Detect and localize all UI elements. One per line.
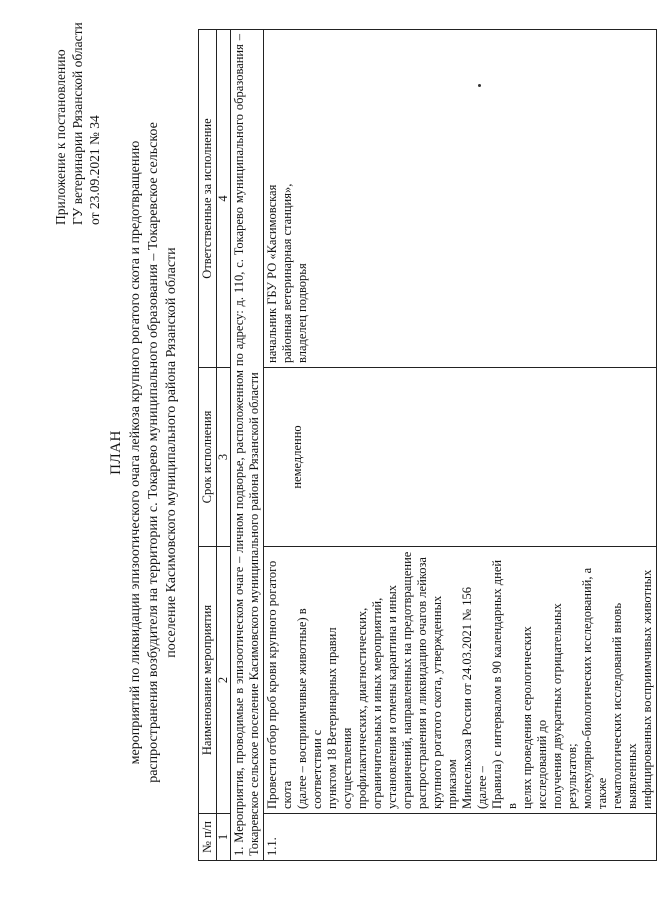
section-heading: 1. Мероприятия, проводимые в эпизоотическом очаге – личном подворье, расположенном по адресу: д. 110, с. Токарево муниципального образования – Токаревское сельское поселение Касимовского муниципального района Рязанской области xyxy=(231,30,264,861)
activity-line: Правила) с интервалом в 90 календарных дней в xyxy=(490,559,519,809)
activity-line: целях проведения серологических исследований до xyxy=(520,626,549,809)
activity-line: пунктом 18 Ветеринарных правил осуществления xyxy=(325,627,354,809)
plan-subtitle-line-3: поселение Касимовского муниципального района Рязанской области xyxy=(164,247,179,658)
responsible-line: районная ветеринарная станция», xyxy=(280,183,294,363)
activity-line: молекулярно-биологических исследований, а также xyxy=(580,567,609,809)
row-number: 1.1. xyxy=(264,814,657,861)
activity-line: распространения и ликвидацию очагов лейкоза xyxy=(415,557,429,809)
row-activity xyxy=(264,547,657,814)
plan-table xyxy=(198,29,657,861)
activity-line: ограничительных и иных мероприятий, xyxy=(370,597,384,809)
activity-line: инфицированных восприимчивых животных xyxy=(640,569,654,809)
activity-line: (далее – восприимчивые животные) в соответствии с xyxy=(295,608,324,809)
activity-line: крупного рогатого скота, утвержденных приказом xyxy=(430,595,459,809)
header-line-2: ГУ ветеринарии Рязанской области xyxy=(70,22,85,225)
plan-subtitle-line-1: мероприятий по ликвидации эпизоотического очага лейкоза крупного рогатого скота и предотвращению xyxy=(128,140,143,765)
column-number-row xyxy=(217,30,231,861)
activity-line: гематологических исследований вновь выявленных xyxy=(610,602,639,809)
column-number: 2 xyxy=(217,547,231,814)
row-responsible xyxy=(264,30,657,368)
header-line-3: от 23.09.2021 № 34 xyxy=(87,115,102,225)
header-term: Срок исполнения xyxy=(199,368,217,547)
column-number: 4 xyxy=(217,30,231,368)
section-row xyxy=(231,30,264,861)
approval-header xyxy=(52,5,103,225)
plan-subtitle-line-2: распространения возбудителя на территории с. Токарево муниципального образования – Токаревское сельское xyxy=(146,122,161,783)
header-num: № п/п xyxy=(199,814,217,861)
scan-speck xyxy=(478,84,481,87)
activity-line: ограничений, направленных на предотвращение xyxy=(400,551,414,809)
activity-line: получения двукратных отрицательных результатов; xyxy=(550,603,579,809)
column-number: 3 xyxy=(217,368,231,547)
header-line-1: Приложение к постановлению xyxy=(53,49,68,225)
activity-line: Минсельхоза России от 24.03.2021 № 156 (далее – xyxy=(460,587,489,809)
activity-line: Провести отбор проб крови крупного рогатого скота xyxy=(265,560,294,809)
plan-title: ПЛАН xyxy=(108,430,124,475)
responsible-line: владелец подворья xyxy=(295,263,309,363)
row-term: немедленно xyxy=(264,368,657,547)
table-row xyxy=(264,30,657,861)
column-number: 1 xyxy=(217,814,231,861)
header-activity: Наименование мероприятия xyxy=(199,547,217,814)
table-header-row xyxy=(199,30,217,861)
header-responsible: Ответственные за исполнение xyxy=(199,30,217,368)
activity-line: профилактических, диагностических, xyxy=(355,607,369,809)
responsible-line: начальник ГБУ РО «Касимовская xyxy=(265,184,279,363)
activity-line: установления и отмены карантина и иных xyxy=(385,585,399,809)
